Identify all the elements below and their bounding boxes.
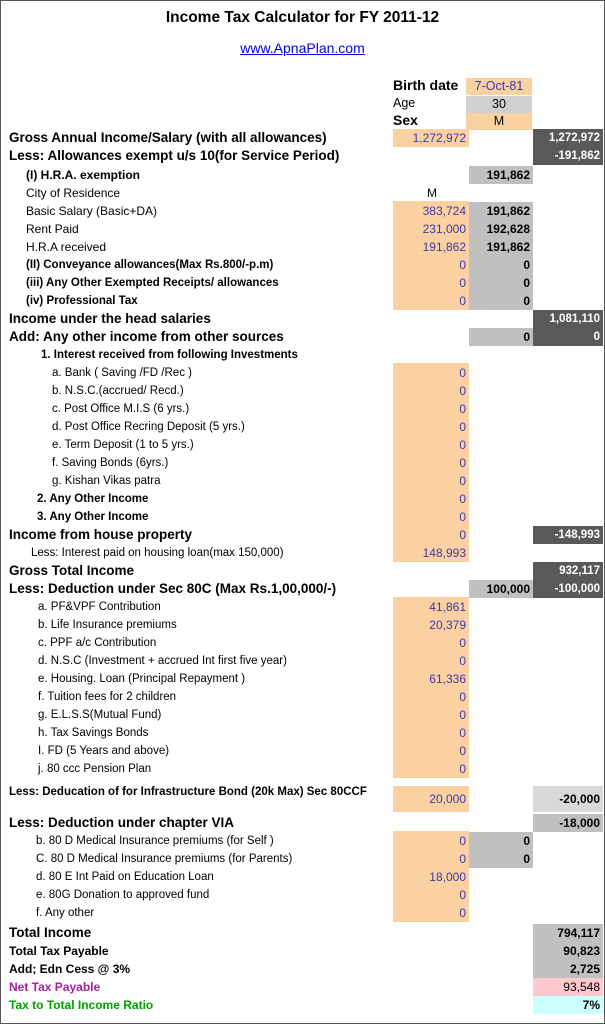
row-label: City of Residence: [26, 186, 121, 200]
tax-row: [1, 166, 604, 184]
tax-row: [1, 814, 604, 832]
input-cell[interactable]: 0: [393, 436, 469, 454]
tax-row: [1, 562, 604, 580]
input-cell[interactable]: 20,000: [393, 786, 469, 812]
total-cell: -100,000: [533, 580, 603, 598]
total-cell: 1,081,110: [533, 310, 603, 328]
row-label: C. 80 D Medical Insurance premiums (for Parents): [36, 853, 293, 865]
input-cell[interactable]: 0: [393, 850, 469, 868]
row-label: Rent Paid: [26, 222, 79, 236]
city-value[interactable]: M: [427, 186, 437, 200]
tax-row: [1, 652, 604, 670]
total-cell: 1,272,972: [533, 129, 603, 147]
row-label: e. 80G Donation to approved fund: [36, 889, 210, 901]
tax-row: [1, 904, 604, 922]
row-label: d. N.S.C (Investment + accrued Int first five year): [38, 655, 287, 667]
tax-row: [1, 868, 604, 886]
row-label: 2. Any Other Income: [37, 493, 149, 505]
tax-row: [1, 832, 604, 850]
total-cell: 93,548: [533, 978, 603, 996]
input-cell[interactable]: 1,272,972: [393, 129, 469, 147]
tax-row: [1, 960, 604, 978]
computed-cell: 0: [469, 850, 533, 868]
tax-row: [1, 942, 604, 960]
row-label: b. Life Insurance premiums: [38, 619, 177, 631]
input-cell[interactable]: 383,724: [393, 202, 469, 220]
total-cell: 2,725: [533, 960, 603, 978]
row-label: (iv) Professional Tax: [26, 295, 138, 307]
row-label: g. Kishan Vikas patra: [52, 475, 161, 487]
input-cell[interactable]: 231,000: [393, 220, 469, 238]
row-label: Less: Deduction under Sec 80C (Max Rs.1,00,000/-): [9, 581, 337, 596]
tax-row: [1, 184, 604, 202]
tax-row: [1, 274, 604, 292]
row-label: f. Saving Bonds (6yrs.): [52, 457, 169, 469]
input-cell[interactable]: 18,000: [393, 868, 469, 886]
tax-row: [1, 256, 604, 274]
total-cell: 932,117: [533, 562, 603, 580]
row-label: H.R.A received: [26, 240, 107, 254]
row-label: f. Tuition fees for 2 children: [38, 691, 177, 703]
tax-row: [1, 786, 604, 812]
total-cell: -148,993: [533, 526, 603, 544]
tax-row: [1, 760, 604, 778]
computed-cell: 0: [469, 328, 533, 346]
computed-cell: 0: [469, 274, 533, 292]
row-label: 3. Any Other Income: [37, 511, 149, 523]
tax-row: [1, 328, 604, 346]
tax-row: [1, 418, 604, 436]
tax-row: [1, 472, 604, 490]
sex-label: Sex: [393, 112, 418, 128]
tax-row: [1, 346, 604, 364]
row-label: Gross Total Income: [9, 563, 135, 578]
tax-row: [1, 886, 604, 904]
row-label: Add: Any other income from other sources: [9, 329, 284, 344]
row-label: Basic Salary (Basic+DA): [26, 204, 158, 218]
row-label: Tax to Total Income Ratio: [9, 998, 154, 1012]
row-label: a. Bank ( Saving /FD /Rec ): [52, 367, 192, 379]
total-cell: 90,823: [533, 942, 603, 960]
input-cell[interactable]: 0: [393, 688, 469, 706]
input-cell[interactable]: 20,379: [393, 616, 469, 634]
tax-row: [1, 147, 604, 165]
input-cell[interactable]: 0: [393, 724, 469, 742]
row-label: Total Income: [9, 925, 92, 940]
tax-row: [1, 742, 604, 760]
tax-row: [1, 526, 604, 544]
tax-row: [1, 978, 604, 996]
tax-row: [1, 598, 604, 616]
tax-row: [1, 382, 604, 400]
tax-row: [1, 580, 604, 598]
row-label: Add; Edn Cess @ 3%: [9, 962, 131, 976]
row-label: (II) Conveyance allowances(Max Rs.800/-p.m): [26, 259, 274, 271]
row-label: c. Post Office M.I.S (6 yrs.): [52, 403, 190, 415]
tax-row: [1, 634, 604, 652]
input-cell[interactable]: 0: [393, 904, 469, 922]
input-cell[interactable]: 0: [393, 526, 469, 544]
input-cell[interactable]: 41,861: [393, 598, 469, 616]
input-cell[interactable]: 0: [393, 706, 469, 724]
computed-cell: 191,862: [469, 166, 533, 184]
tax-row: [1, 490, 604, 508]
sex-input[interactable]: M: [466, 113, 532, 130]
tax-row: [1, 310, 604, 328]
input-cell[interactable]: 0: [393, 364, 469, 382]
tax-row: [1, 616, 604, 634]
row-label: 1. Interest received from following Investments: [41, 349, 298, 361]
total-cell: -18,000: [533, 814, 603, 832]
birth-date-label: Birth date: [393, 77, 459, 93]
tax-row: [1, 400, 604, 418]
tax-row: [1, 220, 604, 238]
tax-row: [1, 688, 604, 706]
total-cell: 7%: [533, 996, 603, 1014]
tax-row: [1, 924, 604, 942]
row-label: Less: Deducation of for Infrastructure Bond (20k Max) Sec 80CCF: [9, 786, 367, 798]
input-cell[interactable]: 148,993: [393, 544, 469, 562]
age-value: 30: [466, 96, 532, 113]
tax-row: [1, 454, 604, 472]
tax-row: [1, 706, 604, 724]
row-label: Total Tax Payable: [9, 944, 109, 958]
row-label: a. PF&VPF Contribution: [38, 601, 161, 613]
computed-cell: 0: [469, 832, 533, 850]
total-cell: -20,000: [533, 786, 603, 812]
sheet-title: Income Tax Calculator for FY 2011-12: [165, 9, 440, 26]
tax-row: [1, 238, 604, 256]
input-cell[interactable]: 0: [393, 454, 469, 472]
input-cell[interactable]: 0: [393, 400, 469, 418]
row-label: Income under the head salaries: [9, 311, 211, 326]
input-cell[interactable]: 0: [393, 490, 469, 508]
row-label: c. PPF a/c Contribution: [38, 637, 157, 649]
tax-row: [1, 544, 604, 562]
input-cell[interactable]: 0: [393, 652, 469, 670]
row-label: h. Tax Savings Bonds: [38, 727, 149, 739]
website-link[interactable]: www.ApnaPlan.com: [240, 40, 365, 56]
tax-row: [1, 508, 604, 526]
input-cell[interactable]: 0: [393, 886, 469, 904]
row-label: I. FD (5 Years and above): [38, 745, 170, 757]
computed-cell: 0: [469, 256, 533, 274]
tax-row: [1, 292, 604, 310]
input-cell[interactable]: 0: [393, 832, 469, 850]
tax-row: [1, 129, 604, 147]
row-label: (iii) Any Other Exempted Receipts/ allowances: [26, 277, 279, 289]
birth-date-input[interactable]: 7-Oct-81: [466, 78, 532, 95]
row-label: Gross Annual Income/Salary (with all allowances): [9, 130, 327, 145]
total-cell: -191,862: [533, 147, 603, 165]
computed-cell: 0: [469, 292, 533, 310]
input-cell[interactable]: 61,336: [393, 670, 469, 688]
row-label: j. 80 ccc Pension Plan: [38, 763, 152, 775]
tax-row: [1, 436, 604, 454]
input-cell[interactable]: 191,862: [393, 238, 469, 256]
input-cell[interactable]: 0: [393, 256, 469, 274]
row-label: d. Post Office Recring Deposit (5 yrs.): [52, 421, 245, 433]
row-label: Less: Interest paid on housing loan(max 150,000): [31, 547, 284, 559]
tax-row: [1, 364, 604, 382]
computed-cell: 191,862: [469, 238, 533, 256]
total-cell: 0: [533, 328, 603, 346]
row-label: e. Housing. Loan (Principal Repayment ): [38, 673, 246, 685]
input-cell[interactable]: 0: [393, 274, 469, 292]
input-cell[interactable]: 0: [393, 508, 469, 526]
row-label: f. Any other: [36, 907, 95, 919]
input-cell[interactable]: 0: [393, 634, 469, 652]
tax-row: [1, 670, 604, 688]
input-cell[interactable]: 0: [393, 382, 469, 400]
row-label: e. Term Deposit (1 to 5 yrs.): [52, 439, 194, 451]
row-label: (I) H.R.A. exemption: [26, 168, 141, 182]
computed-cell: 100,000: [469, 580, 533, 598]
input-cell[interactable]: 0: [393, 418, 469, 436]
row-label: b. 80 D Medical Insurance premiums (for Self ): [36, 835, 274, 847]
input-cell[interactable]: 0: [393, 760, 469, 778]
computed-cell: 192,628: [469, 220, 533, 238]
input-cell[interactable]: 0: [393, 472, 469, 490]
tax-row: [1, 724, 604, 742]
tax-row: [1, 996, 604, 1014]
age-label: Age: [393, 96, 416, 110]
input-cell[interactable]: 0: [393, 742, 469, 760]
row-label: b. N.S.C.(accrued/ Recd.): [52, 385, 184, 397]
row-label: Net Tax Payable: [9, 980, 101, 994]
row-label: Income from house property: [9, 527, 193, 542]
tax-row: [1, 850, 604, 868]
row-label: d. 80 E Int Paid on Education Loan: [36, 871, 214, 883]
row-label: g. E.L.S.S(Mutual Fund): [38, 709, 162, 721]
row-label: Less: Allowances exempt u/s 10(for Service Period): [9, 148, 340, 163]
computed-cell: 191,862: [469, 202, 533, 220]
tax-row: [1, 202, 604, 220]
total-cell: 794,117: [533, 924, 603, 942]
row-label: Less: Deduction under chapter VIA: [9, 815, 235, 830]
input-cell[interactable]: 0: [393, 292, 469, 310]
